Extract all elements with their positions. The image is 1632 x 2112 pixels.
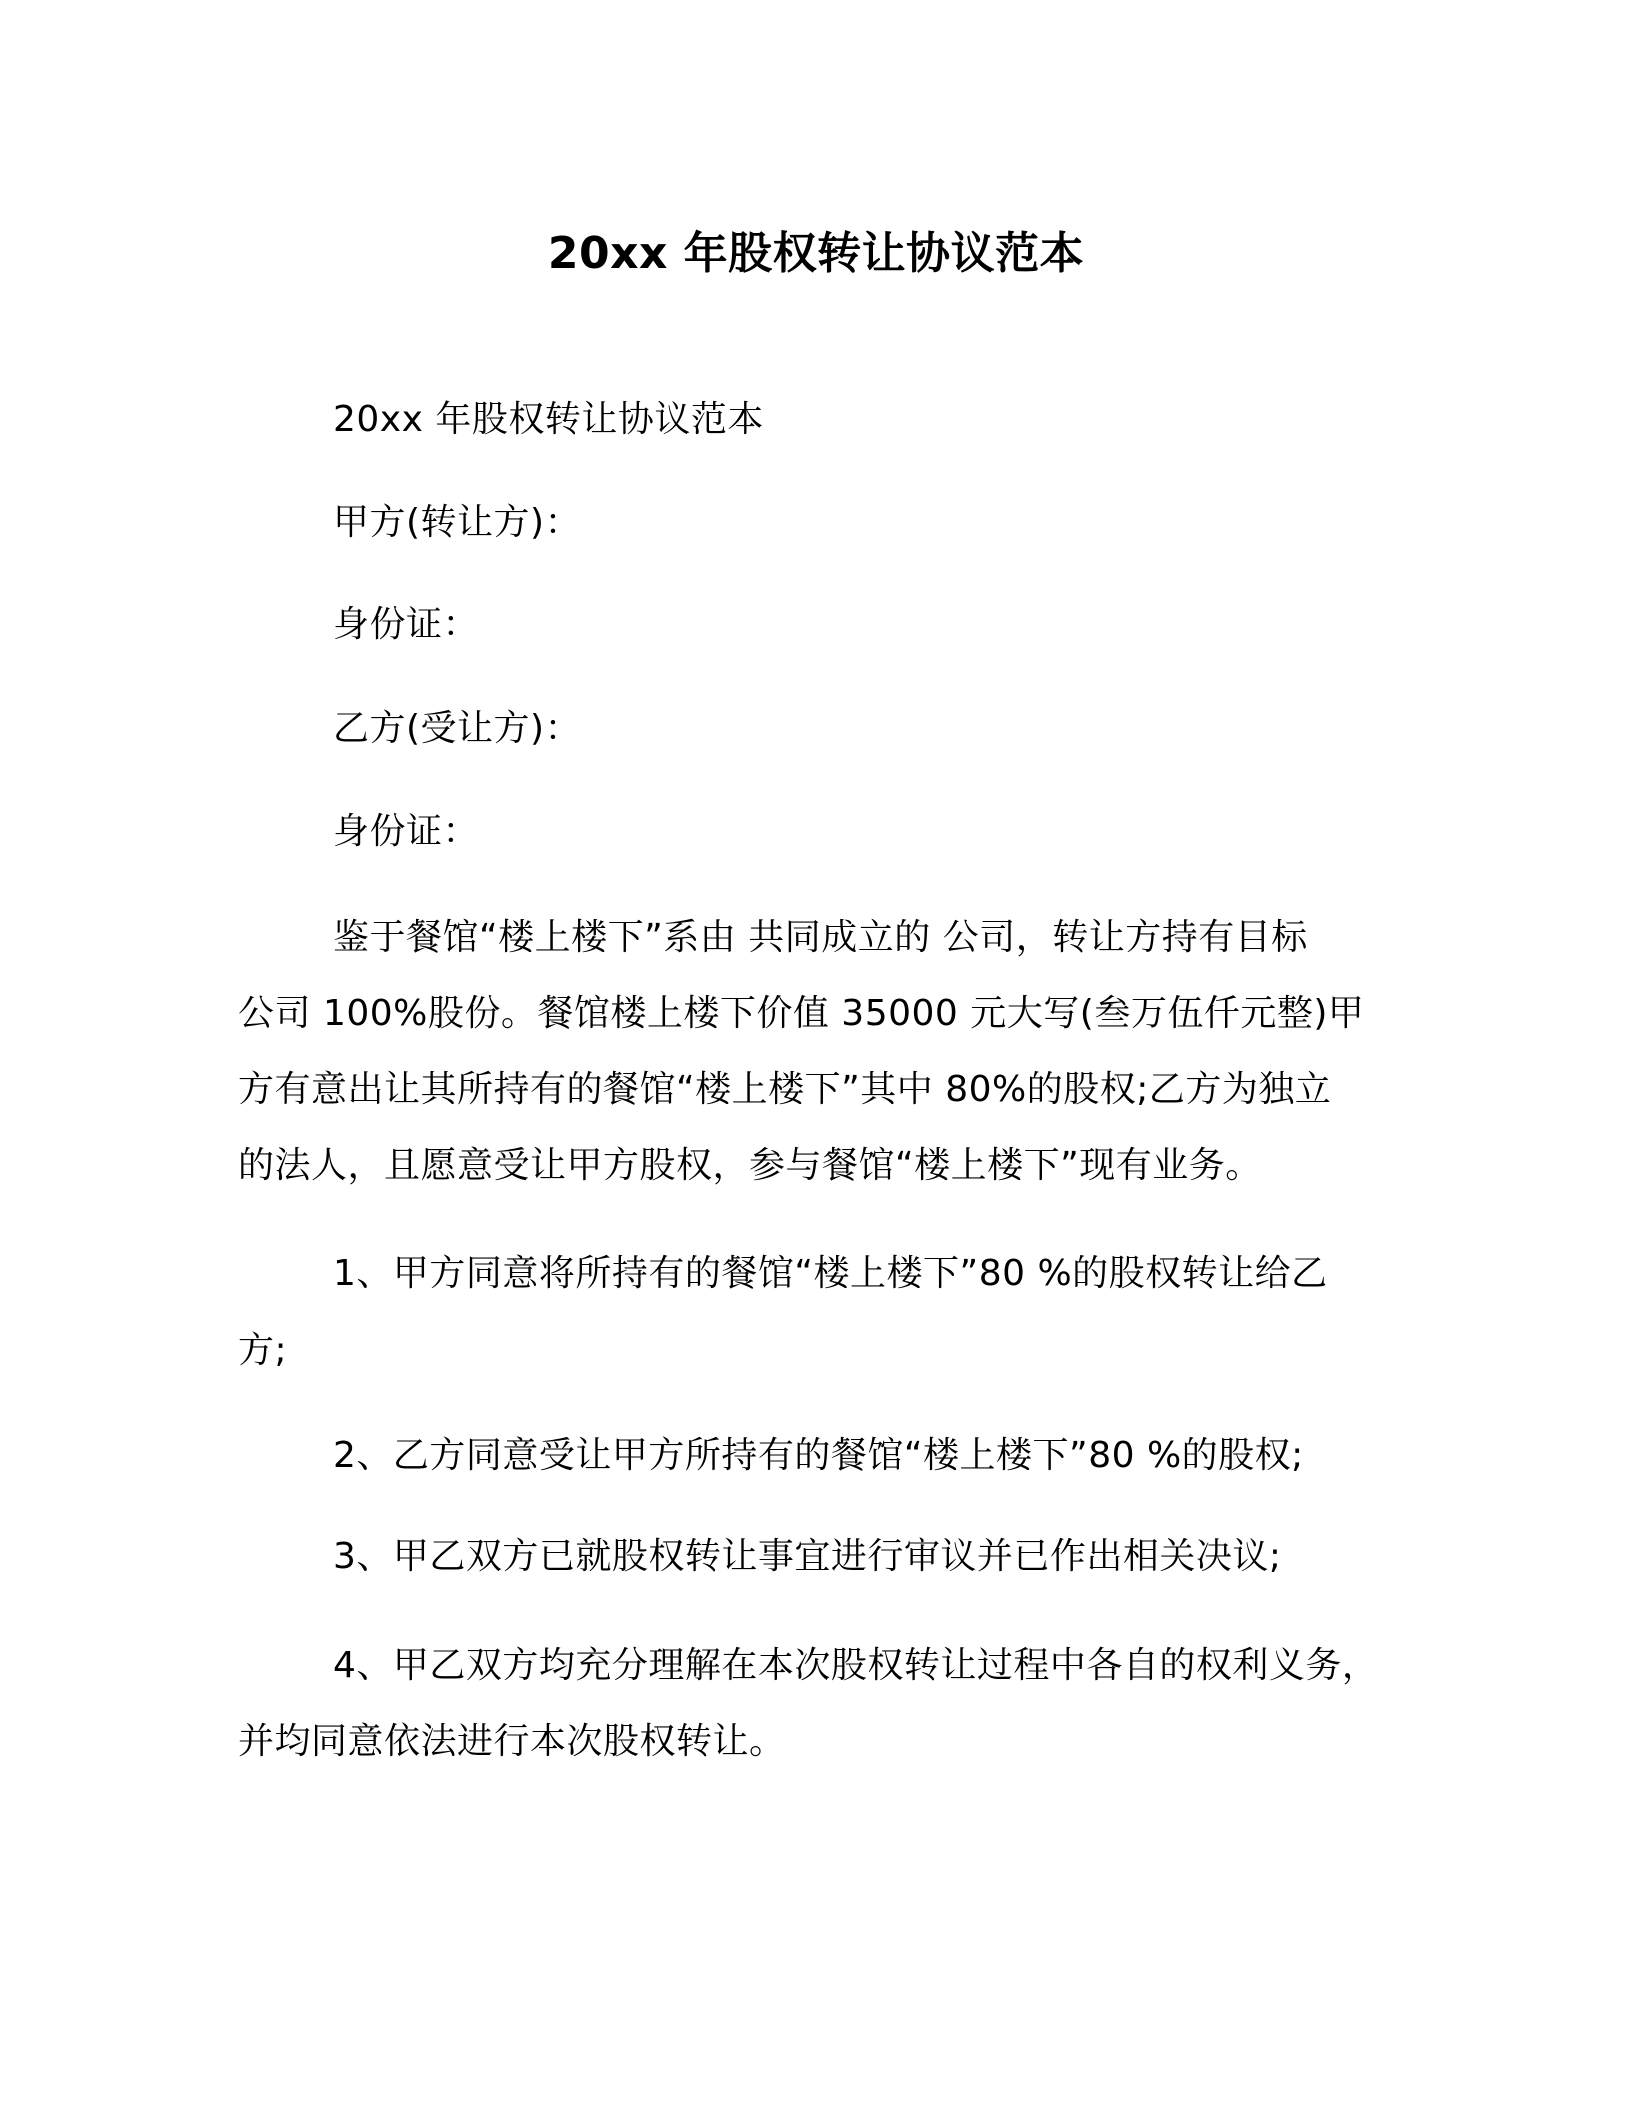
party-b-label: 乙方(受让方)：	[333, 708, 582, 749]
clause-line: 4、甲乙双方均充分理解在本次股权转让过程中各自的权利义务，	[333, 1645, 1379, 1686]
preamble-line: 方有意出让其所持有的餐馆“楼上楼下”其中 80%的股权;乙方为独立	[238, 1069, 1332, 1110]
clause-3: 3、甲乙双方已就股权转让事宜进行审议并已作出相关决议;	[333, 1536, 1282, 1577]
clause-line: 并均同意依法进行本次股权转让。	[238, 1721, 786, 1762]
clause-line: 方;	[238, 1330, 288, 1371]
clause-2: 2、乙方同意受让甲方所持有的餐馆“楼上楼下”80 %的股权;	[333, 1435, 1304, 1476]
party-a-label: 甲方(转让方)：	[333, 502, 582, 543]
clause-line: 1、甲方同意将所持有的餐馆“楼上楼下”80 %的股权转让给乙	[333, 1253, 1328, 1294]
preamble-line: 鉴于餐馆“楼上楼下”系由 共同成立的 公司，转让方持有目标	[333, 917, 1308, 958]
document-title: 20xx 年股权转让协议范本	[547, 228, 1085, 279]
document-subtitle: 20xx 年股权转让协议范本	[333, 399, 764, 440]
preamble-line: 公司 100%股份。餐馆楼上楼下价值 35000 元大写(叁万伍仟元整)甲	[238, 993, 1365, 1034]
party-a-id-label: 身份证：	[333, 604, 480, 645]
preamble-line: 的法人，且愿意受让甲方股权，参与餐馆“楼上楼下”现有业务。	[238, 1145, 1262, 1186]
party-b-id-label: 身份证：	[333, 811, 480, 852]
